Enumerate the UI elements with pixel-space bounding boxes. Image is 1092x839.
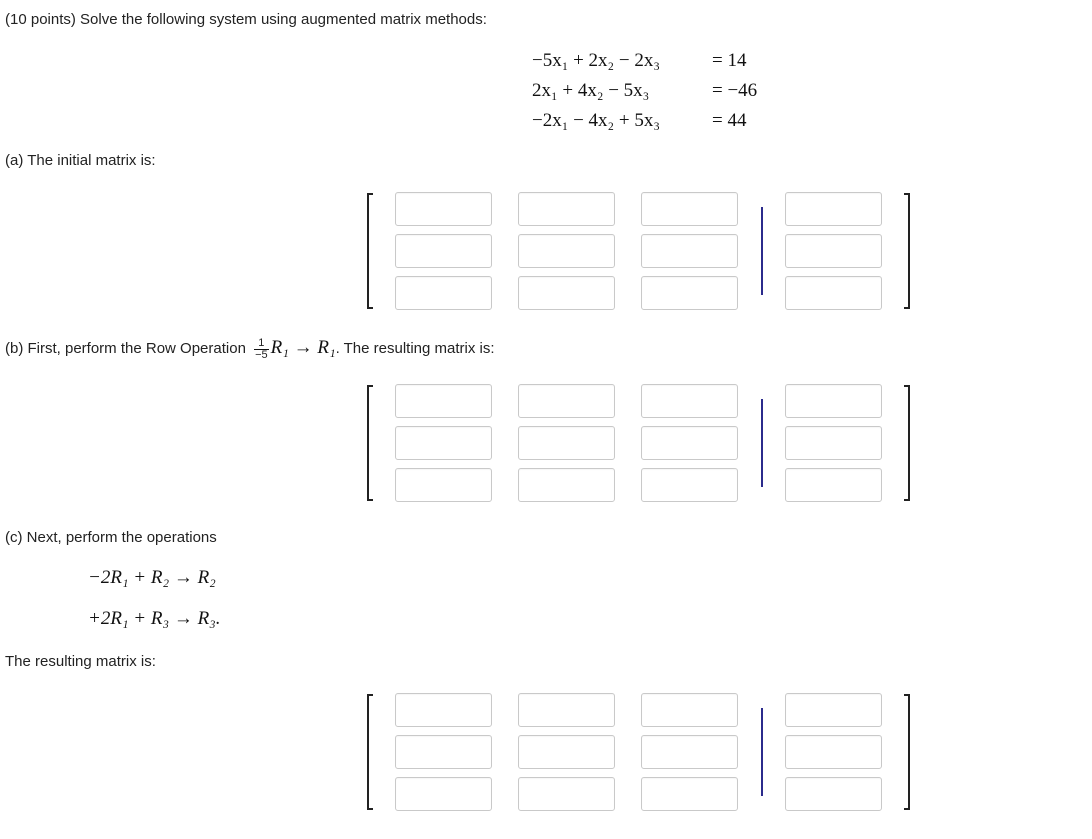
matrix-b-augment-divider bbox=[761, 399, 763, 487]
matrix-a-right-bracket bbox=[904, 193, 910, 309]
equation-1-rhs: = 14 bbox=[712, 50, 747, 71]
part-c-operation-2: +2R₁ + R₃ → R₃. bbox=[88, 608, 221, 629]
row-op-fraction bbox=[254, 338, 269, 361]
matrix-b-r3-c2-input[interactable] bbox=[518, 468, 615, 502]
matrix-b-left-bracket bbox=[367, 385, 373, 501]
part-b-prefix: (b) First, perform the Row Operation bbox=[5, 340, 246, 357]
matrix-b-r2-c3-input[interactable] bbox=[641, 426, 738, 460]
matrix-b-r2-c4-input[interactable] bbox=[785, 426, 882, 460]
part-a-label: (a) The initial matrix is: bbox=[5, 152, 156, 169]
row-op-fraction-numerator: 1 bbox=[254, 338, 269, 350]
matrix-a-r3-c3-input[interactable] bbox=[641, 276, 738, 310]
matrix-c-r3-c3-input[interactable] bbox=[641, 777, 738, 811]
matrix-b-r3-c1-input[interactable] bbox=[395, 468, 492, 502]
equation-1-lhs: −5x₁ + 2x₂ − 2x₃ bbox=[532, 50, 661, 71]
matrix-a-r3-c1-input[interactable] bbox=[395, 276, 492, 310]
matrix-c-r1-c1-input[interactable] bbox=[395, 693, 492, 727]
equation-3-lhs: −2x₁ − 4x₂ + 5x₃ bbox=[532, 110, 661, 131]
matrix-a-r2-c1-input[interactable] bbox=[395, 234, 492, 268]
part-c-operation-1: −2R₁ + R₂ → R₂ bbox=[88, 567, 216, 588]
equation-system bbox=[532, 46, 757, 136]
matrix-a-r1-c1-input[interactable] bbox=[395, 192, 492, 226]
matrix-c-right-bracket bbox=[904, 694, 910, 810]
matrix-c-r1-c4-input[interactable] bbox=[785, 693, 882, 727]
part-b-suffix: . The resulting matrix is: bbox=[335, 340, 495, 357]
matrix-a-left-bracket bbox=[367, 193, 373, 309]
matrix-c-r3-c1-input[interactable] bbox=[395, 777, 492, 811]
matrix-b-r1-c1-input[interactable] bbox=[395, 384, 492, 418]
matrix-a-r1-c3-input[interactable] bbox=[641, 192, 738, 226]
matrix-b-r1-c2-input[interactable] bbox=[518, 384, 615, 418]
problem-intro: (10 points) Solve the following system using augmented matrix methods: bbox=[5, 11, 487, 28]
equation-2 bbox=[532, 76, 757, 106]
equation-2-lhs: 2x₁ + 4x₂ − 5x₃ bbox=[532, 80, 650, 101]
matrix-a-r2-c4-input[interactable] bbox=[785, 234, 882, 268]
matrix-b-r2-c2-input[interactable] bbox=[518, 426, 615, 460]
matrix-a-r1-c2-input[interactable] bbox=[518, 192, 615, 226]
matrix-c bbox=[0, 691, 1092, 815]
matrix-a-r1-c4-input[interactable] bbox=[785, 192, 882, 226]
matrix-a-r2-c3-input[interactable] bbox=[641, 234, 738, 268]
matrix-b-r3-c3-input[interactable] bbox=[641, 468, 738, 502]
matrix-c-r1-c3-input[interactable] bbox=[641, 693, 738, 727]
matrix-a-r3-c4-input[interactable] bbox=[785, 276, 882, 310]
matrix-a-r3-c2-input[interactable] bbox=[518, 276, 615, 310]
matrix-b-right-bracket bbox=[904, 385, 910, 501]
matrix-c-augment-divider bbox=[761, 708, 763, 796]
matrix-c-r2-c2-input[interactable] bbox=[518, 735, 615, 769]
matrix-a-augment-divider bbox=[761, 207, 763, 295]
matrix-b bbox=[0, 382, 1092, 506]
equation-1 bbox=[532, 46, 757, 76]
row-op-fraction-denominator: −5 bbox=[255, 348, 268, 361]
matrix-c-left-bracket bbox=[367, 694, 373, 810]
matrix-a bbox=[0, 190, 1092, 314]
matrix-b-r1-c3-input[interactable] bbox=[641, 384, 738, 418]
matrix-c-r3-c2-input[interactable] bbox=[518, 777, 615, 811]
matrix-c-r2-c4-input[interactable] bbox=[785, 735, 882, 769]
equation-3-rhs: = 44 bbox=[712, 110, 747, 131]
matrix-c-r2-c1-input[interactable] bbox=[395, 735, 492, 769]
matrix-c-r1-c2-input[interactable] bbox=[518, 693, 615, 727]
part-c-intro: (c) Next, perform the operations bbox=[5, 529, 217, 546]
matrix-a-r2-c2-input[interactable] bbox=[518, 234, 615, 268]
row-op-expression: R₁ → R₁ bbox=[270, 337, 336, 358]
matrix-c-r2-c3-input[interactable] bbox=[641, 735, 738, 769]
equation-2-rhs: = −46 bbox=[712, 80, 758, 101]
part-b-label bbox=[5, 337, 495, 359]
part-c-result-label: The resulting matrix is: bbox=[5, 653, 156, 670]
matrix-b-r1-c4-input[interactable] bbox=[785, 384, 882, 418]
matrix-b-r2-c1-input[interactable] bbox=[395, 426, 492, 460]
matrix-b-r3-c4-input[interactable] bbox=[785, 468, 882, 502]
equation-3 bbox=[532, 106, 757, 136]
matrix-c-r3-c4-input[interactable] bbox=[785, 777, 882, 811]
